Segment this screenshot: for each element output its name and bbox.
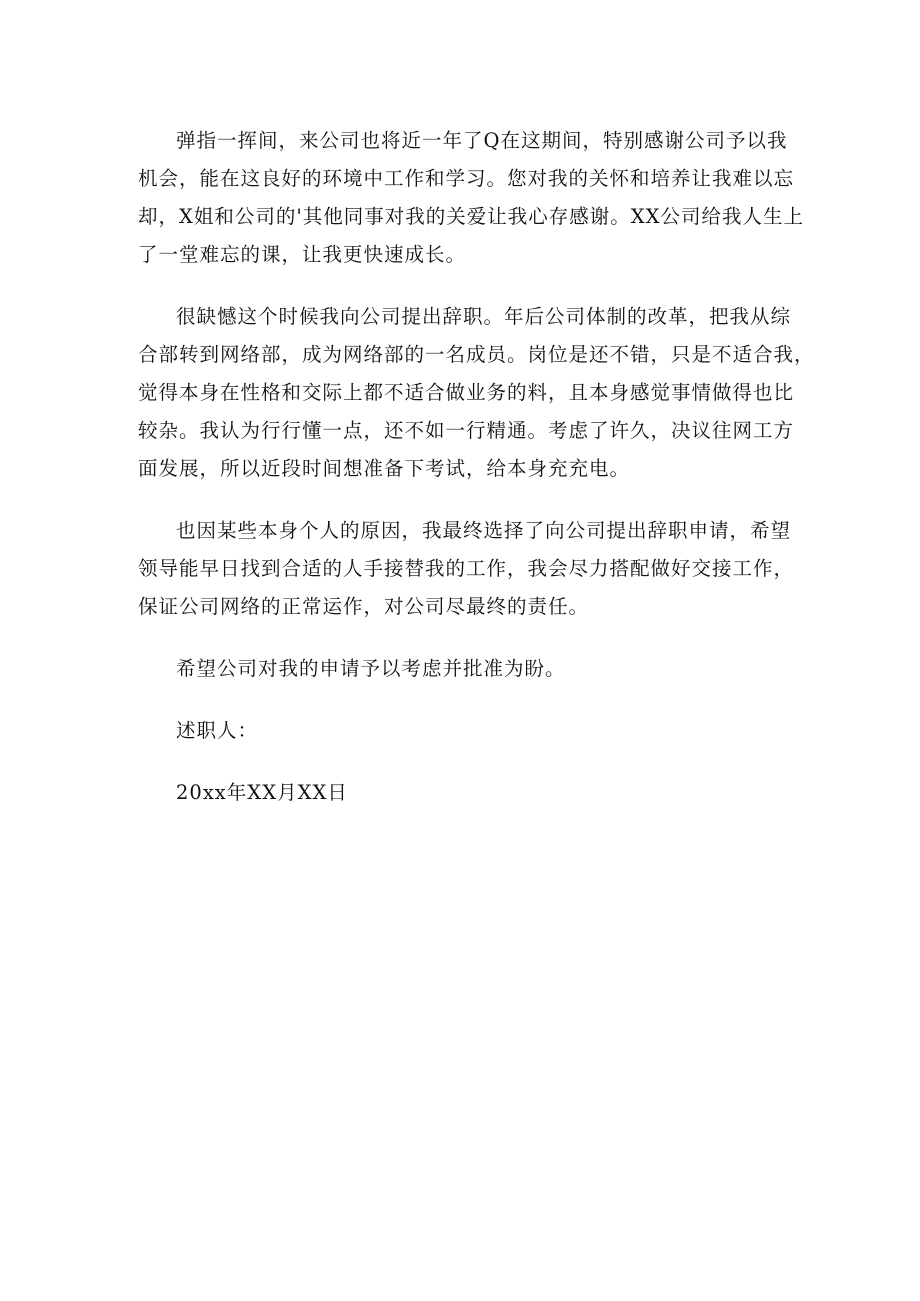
- text-line: 保证公司网络的正常运作，对公司尽最终的责任。: [138, 595, 590, 618]
- text-line: 弹指一挥间，来公司也将近一年了Q在这期间，特别感谢公司予以我: [176, 129, 788, 152]
- text-line: 也因某些本身个人的原因，我最终选择了向公司提出辞职申请，希望: [176, 519, 792, 542]
- paragraph-request: [138, 650, 783, 688]
- paragraph-gratitude: [138, 122, 805, 274]
- text-line: 领导能早日找到合适的人手接替我的工作，我会尽力搭配做好交接工作，: [138, 557, 795, 580]
- text-line: 希望公司对我的申请予以考虑并批准为盼。: [176, 657, 566, 680]
- signature-label: [138, 712, 783, 750]
- text-line: 述职人：: [176, 719, 259, 742]
- document-body: [138, 122, 815, 812]
- paragraph-gap: [138, 688, 783, 712]
- paragraph-handover: [138, 512, 795, 626]
- paragraph-gap: [138, 274, 783, 298]
- text-line: 很缺憾这个时候我向公司提出辞职。年后公司体制的改革，把我从综: [176, 305, 792, 328]
- paragraph-gap: [138, 750, 783, 774]
- text-line: 觉得本身在性格和交际上都不适合做业务的料，且本身感觉事情做得也比: [138, 381, 795, 404]
- paragraph-gap: [138, 488, 783, 512]
- text-line: 了一堂难忘的课，让我更快速成长。: [138, 243, 467, 266]
- paragraph-gap: [138, 626, 783, 650]
- paragraph-reason: [138, 298, 815, 488]
- text-line: 合部转到网络部，成为网络部的一名成员。岗位是还不错，只是不适合我，: [138, 343, 815, 366]
- text-line: 较杂。我认为行行懂一点，还不如一行精通。考虑了许久，决议往网工方: [138, 419, 795, 442]
- date-line: [138, 774, 783, 812]
- text-line: 20xx年XX月XX日: [176, 781, 348, 804]
- text-line: 却，X姐和公司的'其他同事对我的关爱让我心存感谢。XX公司给我人生上: [138, 205, 805, 228]
- text-line: 面发展，所以近段时间想准备下考试，给本身充充电。: [138, 457, 631, 480]
- text-line: 机会，能在这良好的环境中工作和学习。您对我的关怀和培养让我难以忘: [138, 167, 795, 190]
